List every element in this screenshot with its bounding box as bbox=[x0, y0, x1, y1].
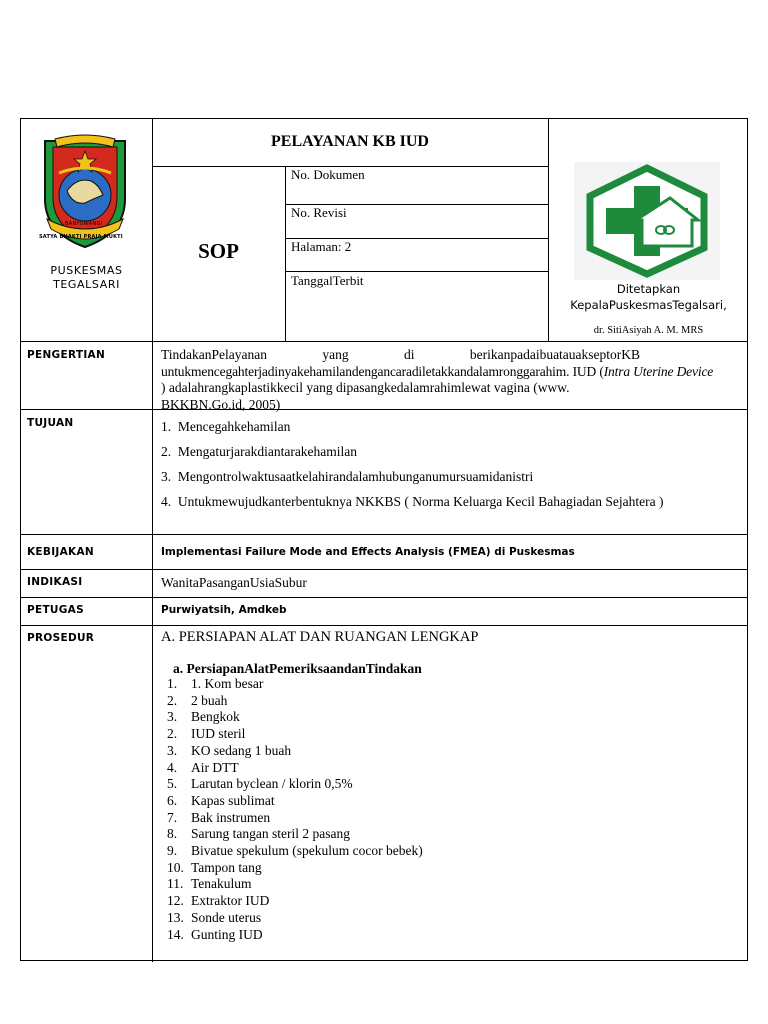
list-item-text: 1. Kom besar bbox=[191, 676, 264, 691]
list-item-number: 12. bbox=[167, 893, 184, 909]
pengertian-line2-text: untukmencegahterjadinyakehamilandengancaradiletakkandalamronggarahim. IUD ( bbox=[161, 363, 604, 379]
section-pengertian bbox=[21, 341, 747, 412]
list-item: 4. Untukmewujudkanterbentuknya NKKBS ( Norma Keluarga Kecil Bahagiadan Sejahtera ) bbox=[161, 494, 664, 509]
document-title: PELAYANAN KB IUD bbox=[271, 133, 429, 150]
list-item-text: Air DTT bbox=[191, 759, 239, 775]
list-item-number: 14. bbox=[167, 926, 184, 942]
list-item bbox=[167, 927, 727, 944]
kebijakan-text: Implementasi Failure Mode and Effects Analysis (FMEA) di Puskesmas bbox=[161, 546, 575, 558]
list-item-text: Extraktor IUD bbox=[191, 893, 270, 909]
pengertian-italic: Intra Uterine Device bbox=[603, 363, 714, 379]
list-item-text: Tenakulum bbox=[191, 876, 252, 892]
list-item-text: Mengontrolwaktusaatkelahirandalamhubunganumursuamidanistri bbox=[177, 469, 534, 484]
pengertian-line1-text: TindakanPelayanan yang di berikanpadaibuatauakseptorKB bbox=[161, 347, 641, 362]
list-item-number: 11. bbox=[167, 876, 184, 892]
pengertian-line1 bbox=[161, 347, 739, 364]
list-item-number: 6. bbox=[167, 792, 178, 808]
section-kebijakan bbox=[21, 534, 747, 569]
section-label: PENGERTIAN bbox=[27, 349, 106, 361]
divider bbox=[285, 271, 548, 272]
section-tujuan bbox=[21, 409, 747, 534]
section-label: TUJUAN bbox=[27, 417, 74, 429]
list-item-number: 4. bbox=[167, 759, 178, 775]
list-item-number: 3. bbox=[167, 709, 178, 725]
section-petugas bbox=[21, 597, 747, 625]
list-item-number: 2. bbox=[167, 692, 178, 708]
list-item-number: 3. bbox=[167, 742, 178, 758]
pengertian-line3-text: ) adalahrangkaplastikkecil yang dipasangkedalamrahimlewat vagina (www. bbox=[161, 380, 570, 395]
org-name-line2: TEGALSARI bbox=[53, 278, 120, 291]
list-item-text: Mengaturjarakdiantarakehamilan bbox=[177, 444, 358, 459]
list-item bbox=[167, 876, 727, 893]
list-item bbox=[167, 893, 727, 910]
field-no-revisi: No. Revisi bbox=[291, 205, 347, 220]
list-item bbox=[167, 793, 727, 810]
list-item bbox=[167, 843, 727, 860]
divider bbox=[152, 119, 153, 341]
field-halaman: Halaman: 2 bbox=[291, 239, 352, 254]
approval-signer: dr. SitiAsiyah A. M. MRS bbox=[593, 325, 704, 336]
pengertian-text bbox=[161, 347, 739, 413]
section-label: KEBIJAKAN bbox=[27, 546, 95, 558]
list-item-text: Kapas sublimat bbox=[191, 792, 275, 808]
list-item bbox=[167, 743, 727, 760]
list-item bbox=[167, 760, 727, 777]
list-item-text: Bengkok bbox=[191, 709, 240, 725]
list-item-number: 13. bbox=[167, 909, 184, 925]
divider bbox=[285, 166, 286, 341]
field-no-dokumen: No. Dokumen bbox=[291, 167, 365, 182]
list-item bbox=[167, 860, 727, 877]
list-item bbox=[167, 676, 727, 693]
list-item bbox=[167, 810, 727, 827]
tujuan-list bbox=[161, 419, 739, 519]
approval-line1: Ditetapkan bbox=[616, 282, 681, 296]
section-label: PROSEDUR bbox=[27, 632, 95, 644]
pengertian-line4-text: BKKBN.Go.id, 2005) bbox=[161, 396, 281, 412]
section-prosedur bbox=[21, 625, 747, 962]
list-item-text: Sonde uterus bbox=[191, 909, 262, 925]
list-item-text: Bak instrumen bbox=[191, 809, 271, 825]
sop-document bbox=[20, 118, 748, 961]
indikasi-text: WanitaPasanganUsiaSubur bbox=[161, 575, 307, 590]
list-item bbox=[167, 776, 727, 793]
list-item bbox=[167, 709, 727, 726]
prosedur-subheading: a. PersiapanAlatPemeriksaandanTindakan bbox=[173, 661, 422, 676]
pengertian-line2 bbox=[161, 364, 739, 381]
field-tanggal-terbit: TanggalTerbit bbox=[291, 273, 364, 288]
list-item-text: Bivatue spekulum (spekulum cocor bebek) bbox=[191, 843, 423, 859]
list-item: 2. Mengaturjarakdiantarakehamilan bbox=[161, 444, 358, 459]
list-item-text: 2 buah bbox=[191, 692, 228, 708]
list-item-text: Gunting IUD bbox=[191, 926, 263, 942]
list-item-number: 8. bbox=[167, 826, 178, 842]
org-name-line1: PUSKESMAS bbox=[50, 264, 123, 277]
crest-banner-top: BANYUWANGI bbox=[65, 221, 103, 227]
list-item bbox=[167, 693, 727, 710]
list-item: 3. Mengontrolwaktusaatkelahirandalamhubunganumursuamidanistri bbox=[161, 469, 534, 484]
list-item-number: 5. bbox=[167, 776, 178, 792]
list-item bbox=[167, 826, 727, 843]
list-item-text: KO sedang 1 buah bbox=[191, 742, 292, 758]
list-item-number: 10. bbox=[167, 859, 184, 875]
petugas-text: Purwiyatsih, Amdkeb bbox=[161, 604, 287, 616]
list-item-text: Sarung tangan steril 2 pasang bbox=[191, 826, 350, 842]
section-label: PETUGAS bbox=[27, 604, 84, 616]
list-item-number: 7. bbox=[167, 809, 178, 825]
list-item-number: 9. bbox=[167, 843, 178, 859]
section-indikasi bbox=[21, 569, 747, 597]
prosedur-list bbox=[167, 676, 727, 943]
list-item-text: Larutan byclean / klorin 0,5% bbox=[191, 776, 353, 792]
puskesmas-logo-icon bbox=[574, 162, 720, 280]
list-item-text: Mencegahkehamilan bbox=[177, 419, 291, 434]
puskesmas-logo bbox=[574, 162, 720, 280]
list-item-number: 1. bbox=[167, 676, 178, 691]
list-item-text: Tampon tang bbox=[191, 859, 262, 875]
sop-label: SOP bbox=[198, 239, 239, 263]
list-item bbox=[167, 910, 727, 927]
list-item bbox=[167, 726, 727, 743]
list-item-text: Untukmewujudkanterbentuknya NKKBS ( Norma Keluarga Kecil Bahagiadan Sejahtera ) bbox=[177, 494, 664, 509]
list-item: 1. Mencegahkehamilan bbox=[161, 419, 291, 434]
section-label: INDIKASI bbox=[27, 576, 83, 588]
approval-line2: KepalaPuskesmasTegalsari, bbox=[570, 298, 727, 312]
pengertian-line3 bbox=[161, 380, 739, 397]
crest-motto: SATYA BHAKTI PRAJA MUKTI bbox=[39, 234, 123, 240]
list-item-text: IUD steril bbox=[191, 726, 246, 742]
prosedur-heading: A. PERSIAPAN ALAT DAN RUANGAN LENGKAP bbox=[161, 629, 479, 645]
list-item-number: 2. bbox=[167, 726, 178, 742]
